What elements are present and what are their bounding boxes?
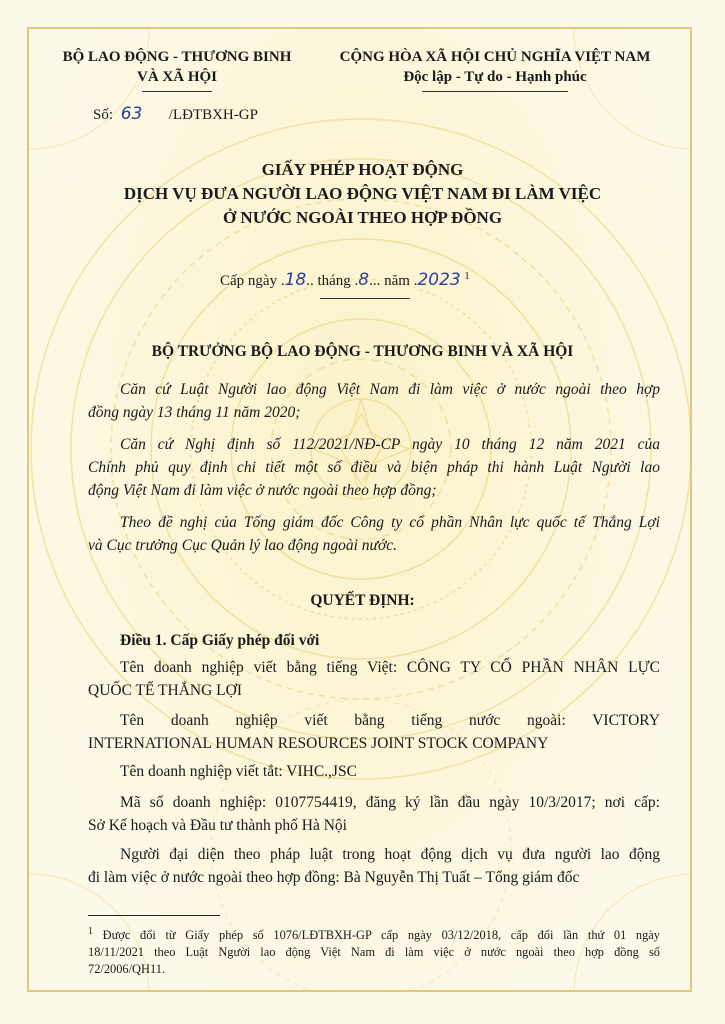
issue-date: [220, 270, 469, 290]
legal-ground-3-line-1: Theo đề nghị của Tổng giám đốc Công ty cổ phần Nhân lực quốc tế Thắng Lợi: [120, 514, 660, 531]
legal-ground-2-line-3: động Việt Nam đi làm việc ở nước ngoài theo hợp đồng;: [88, 482, 437, 499]
ministry-underline: [142, 91, 212, 92]
day-dots-pre: .: [280, 273, 285, 289]
business-registration-line-1: Mã số doanh nghiệp: 0107754419, đăng ký lần đầu ngày 10/3/2017; nơi cấp:: [120, 794, 660, 811]
company-name-foreign-line-2: INTERNATIONAL HUMAN RESOURCES JOINT STOCK COMPANY: [88, 735, 549, 752]
company-name-vi-line-2: QUỐC TẾ THẮNG LỢI: [88, 682, 242, 699]
handwritten-number: 63: [120, 104, 143, 124]
legal-representative-line-1: Người đại diện theo pháp luật trong hoạt động dịch vụ đưa người lao động: [120, 846, 660, 863]
document-number: [93, 104, 258, 124]
title-line-1: GIẤY PHÉP HOẠT ĐỘNG: [261, 160, 464, 179]
article-1-heading: Điều 1. Cấp Giấy phép đối với: [120, 632, 320, 649]
issuing-authority: BỘ TRƯỞNG BỘ LAO ĐỘNG - THƯƠNG BINH VÀ XÃ HỘI: [151, 343, 574, 360]
footnote-text-1: Được đổi từ Giấy phép số 1076/LĐTBXH-GP cấp ngày 03/12/2018, cấp đổi lần thứ 01 ngày: [93, 928, 660, 943]
legal-representative-line-2: đi làm việc ở nước ngoài theo hợp đồng: Bà Nguyễn Thị Tuất – Tổng giám đốc: [88, 869, 580, 886]
title-line-2: DỊCH VỤ ĐƯA NGƯỜI LAO ĐỘNG VIỆT NAM ĐI LÀM VIỆC: [123, 184, 602, 203]
legal-ground-3: [88, 511, 660, 557]
footnote-separator: [88, 915, 220, 916]
license-title: [0, 158, 725, 230]
legal-ground-1: [88, 378, 660, 424]
footnote-line-2: 18/11/2021 theo Luật Người lao động Việt Nam đi làm việc ở nước ngoài theo hợp đồng số: [88, 945, 660, 960]
legal-ground-2: [88, 433, 660, 502]
date-prefix: Cấp ngày: [220, 273, 278, 289]
business-registration-line-2: Sở Kế hoạch và Đầu tư thành phố Hà Nội: [88, 817, 347, 834]
company-name-vietnamese: [88, 656, 660, 702]
company-name-foreign-line-1: Tên doanh nghiệp viết bằng tiếng nước ngoài: VICTORY: [120, 712, 660, 729]
company-name-foreign: [88, 709, 660, 755]
motto-underline: [422, 91, 568, 92]
ministry-line-2: VÀ XÃ HỘI: [136, 69, 217, 85]
handwritten-month: 8: [358, 270, 370, 290]
republic-name: CỘNG HÒA XÃ HỘI CHỦ NGHĨA VIỆT NAM: [339, 49, 651, 65]
footnote-line-1: [88, 923, 660, 944]
business-registration: [88, 791, 660, 837]
legal-ground-1-line-2: đồng ngày 13 tháng 11 năm 2020;: [88, 404, 301, 421]
legal-ground-2-line-1: Căn cứ Nghị định số 112/2021/NĐ-CP ngày 10 tháng 12 năm 2021 của: [120, 436, 660, 453]
handwritten-year: 2023: [417, 270, 461, 290]
footnote-marker: 1: [88, 926, 93, 937]
title-line-3: Ở NƯỚC NGOÀI THEO HỢP ĐỒNG: [222, 208, 503, 227]
national-motto: [322, 47, 668, 87]
ministry-line-1: BỘ LAO ĐỘNG - THƯƠNG BINH: [62, 49, 292, 65]
date-underline: [320, 298, 410, 299]
footnote-reference: 1: [464, 271, 470, 282]
company-short-name: [88, 760, 660, 783]
legal-ground-2-line-2: Chính phủ quy định chi tiết một số điều và biện pháp thi hành Luật Người lao: [88, 459, 660, 476]
legal-representative: [88, 843, 660, 889]
company-name-vi-line-1: Tên doanh nghiệp viết bằng tiếng Việt: CÔNG TY CỔ PHẦN NHÂN LỰC: [120, 659, 660, 676]
footnote-line-3: 72/2006/QH11.: [88, 962, 165, 977]
number-suffix: /LĐTBXH-GP: [168, 107, 258, 123]
company-short-name-line: Tên doanh nghiệp viết tắt: VIHC.,JSC: [120, 763, 357, 780]
motto: Độc lập - Tự do - Hạnh phúc: [403, 69, 587, 85]
ministry-name: [62, 47, 292, 87]
legal-ground-1-line-1: Căn cứ Luật Người lao động Việt Nam đi làm việc ở nước ngoài theo hợp: [120, 381, 660, 398]
decision-heading: QUYẾT ĐỊNH:: [310, 592, 415, 609]
month-label: .. tháng .: [306, 273, 359, 289]
footnote: [88, 923, 660, 978]
number-label: Số:: [93, 107, 114, 123]
handwritten-day: 18: [284, 270, 307, 290]
legal-ground-3-line-2: và Cục trưởng Cục Quản lý lao động ngoài nước.: [88, 537, 397, 554]
year-label: ... năm .: [369, 273, 418, 289]
